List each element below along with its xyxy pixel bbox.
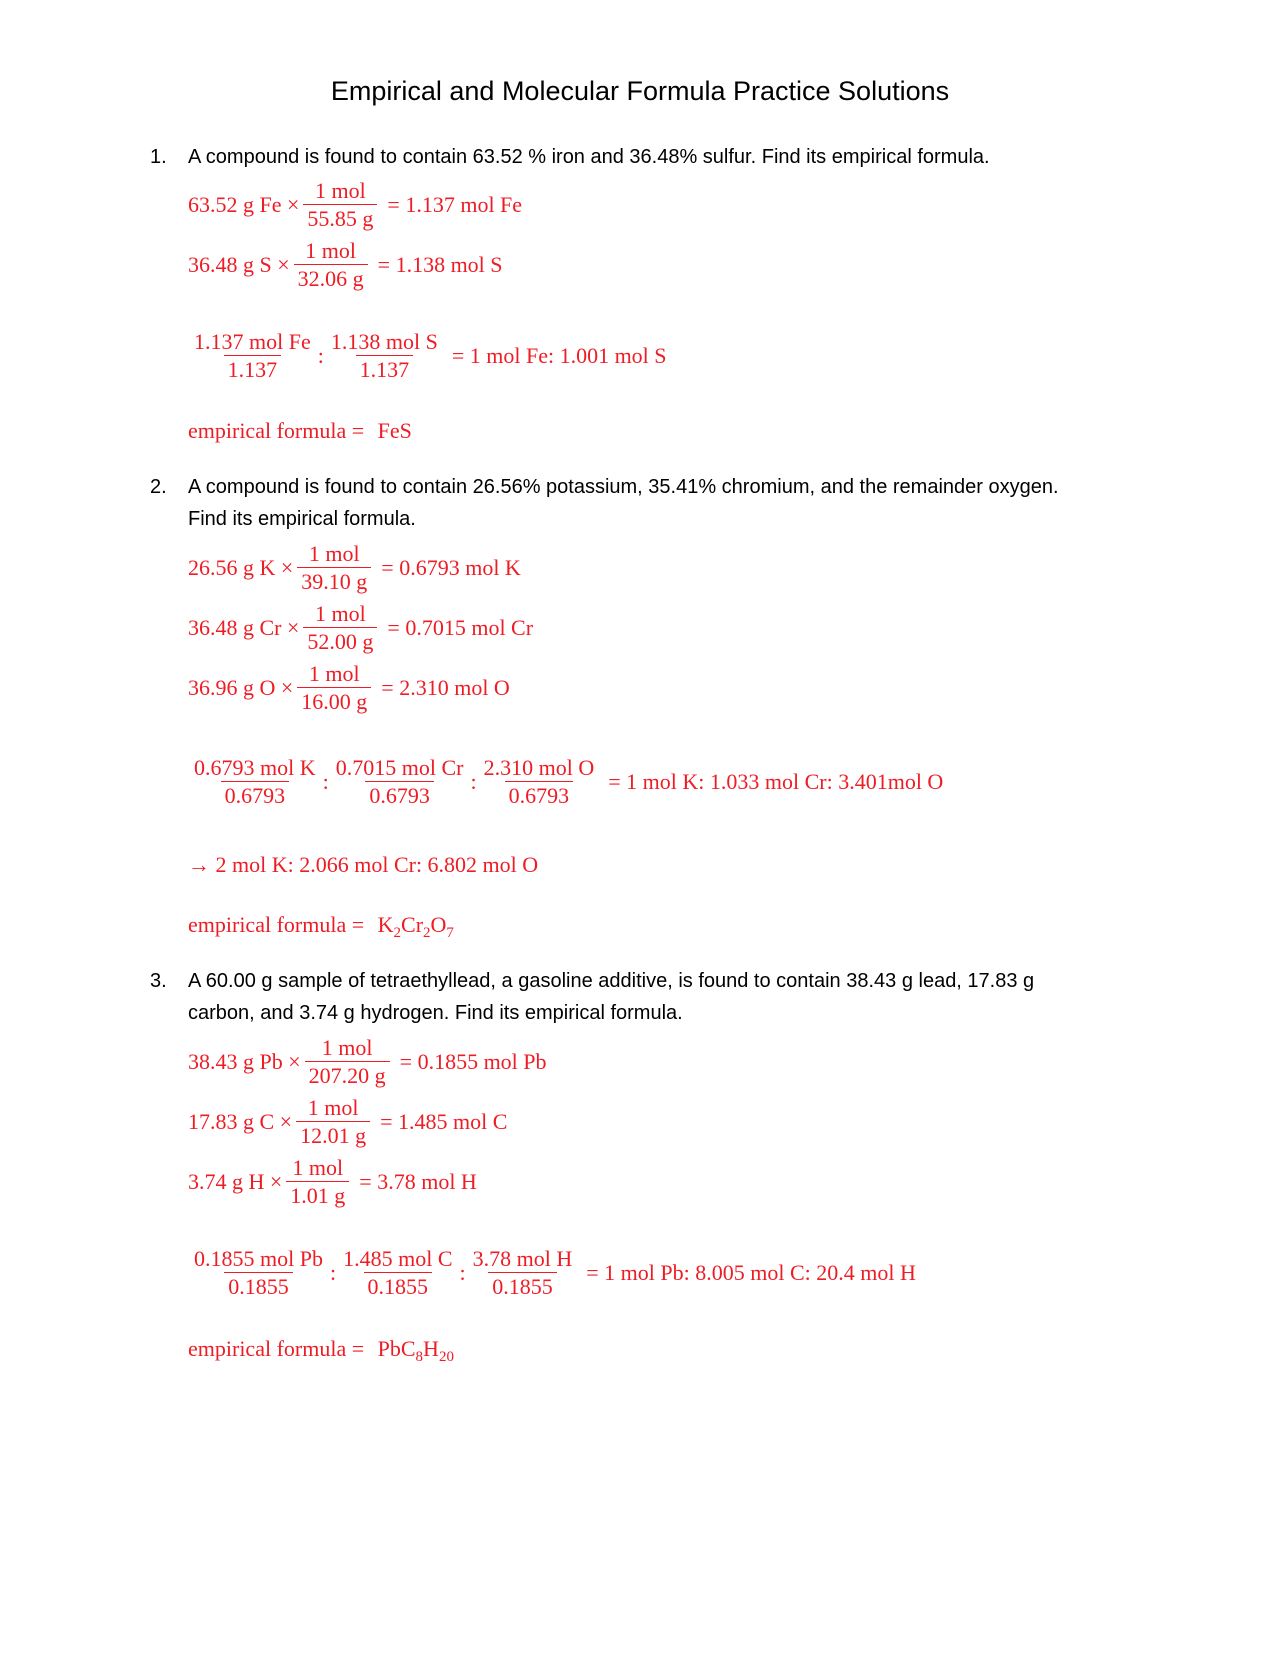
formula-label: empirical formula = <box>188 912 365 937</box>
formula-label: empirical formula = <box>188 418 365 443</box>
problem-2-text-continued: Find its empirical formula. <box>188 508 416 530</box>
fraction-denominator: 0.1855 <box>364 1272 433 1300</box>
formula-element: K <box>377 912 394 937</box>
fraction-numerator: 1 mol <box>292 1155 344 1180</box>
problem-2-mole-ratio <box>188 754 943 809</box>
ratio-fraction <box>188 754 322 809</box>
problem-1-number: 1. <box>150 146 167 168</box>
ratio-fraction <box>337 1245 458 1300</box>
conversion-lhs: 36.48 g Cr × <box>188 614 300 640</box>
fraction-denominator: 207.20 g <box>305 1061 390 1089</box>
fraction-denominator: 0.6793 <box>221 781 290 809</box>
conversion-lhs: 63.52 g Fe × <box>188 191 300 217</box>
problem-3-empirical-formula <box>188 1336 454 1366</box>
fraction-denominator: 16.00 g <box>297 687 371 715</box>
ratio-colon: : <box>322 768 329 794</box>
ratio-fraction <box>330 754 470 809</box>
problem-2-empirical-formula <box>188 912 454 942</box>
problem-1-empirical-formula <box>188 418 412 444</box>
fraction-numerator: 2.310 mol O <box>483 755 595 780</box>
problem-3-text: A 60.00 g sample of tetraethyllead, a gasoline additive, is found to contain 38.43 g lead, 17.83 g <box>188 970 1035 992</box>
ratio-fraction <box>467 1245 579 1300</box>
conversion-result: = 1.137 mol Fe <box>387 191 523 217</box>
conversion-result: = 1.485 mol C <box>380 1108 508 1134</box>
fraction-numerator: 1 mol <box>315 601 366 626</box>
ratio-colon: : <box>329 1259 337 1285</box>
problem-3-conversion-h <box>188 1154 477 1209</box>
formula-value <box>377 912 454 941</box>
conversion-fraction <box>295 660 373 715</box>
conversion-lhs: 36.96 g O × <box>188 674 294 700</box>
fraction-numerator: 1.485 mol C <box>343 1246 453 1271</box>
fraction-numerator: 1 mol <box>321 1035 373 1060</box>
problem-2-conversion-k <box>188 540 521 595</box>
fraction-numerator: 0.1855 mol Pb <box>194 1246 323 1271</box>
conversion-result: = 0.7015 mol Cr <box>387 614 534 640</box>
problem-1-conversion-s <box>188 237 503 292</box>
fraction-numerator: 1.137 mol Fe <box>194 329 311 354</box>
ratio-result: = 1 mol Fe: 1.001 mol S <box>451 342 667 368</box>
fraction-numerator: 1 mol <box>305 238 357 263</box>
ratio-colon: : <box>470 768 477 794</box>
conversion-result: = 0.6793 mol K <box>381 554 521 580</box>
problem-2-number: 2. <box>150 476 167 498</box>
formula-element: H <box>423 1336 439 1361</box>
conversion-lhs: 26.56 g K × <box>188 554 294 580</box>
fraction-denominator: 1.137 <box>356 355 414 383</box>
fraction-numerator: 1 mol <box>308 541 360 566</box>
fraction-numerator: 3.78 mol H <box>472 1246 573 1271</box>
fraction-denominator: 52.00 g <box>303 627 377 655</box>
fraction-numerator: 1 mol <box>307 1095 359 1120</box>
conversion-result: = 2.310 mol O <box>381 674 510 700</box>
fraction-denominator: 32.06 g <box>294 264 368 292</box>
fraction-numerator: 1.138 mol S <box>330 329 438 354</box>
ratio-fraction <box>478 754 601 809</box>
ratio-fraction <box>325 328 444 383</box>
fraction-numerator: 1 mol <box>308 661 360 686</box>
conversion-fraction <box>284 1154 351 1209</box>
conversion-fraction <box>301 177 379 232</box>
fraction-denominator: 0.1855 <box>488 1272 557 1300</box>
conversion-result: = 0.1855 mol Pb <box>399 1048 547 1074</box>
fraction-denominator: 1.137 <box>224 355 282 383</box>
problem-3-text-continued: carbon, and 3.74 g hydrogen. Find its empirical formula. <box>188 1002 683 1024</box>
formula-value <box>377 1336 454 1365</box>
conversion-fraction <box>303 1034 392 1089</box>
formula-subscript: 8 <box>415 1349 424 1365</box>
problem-1-text: A compound is found to contain 63.52 % iron and 36.48% sulfur. Find its empirical formula. <box>188 146 990 168</box>
formula-subscript: 2 <box>393 925 402 941</box>
conversion-lhs: 38.43 g Pb × <box>188 1048 301 1074</box>
fraction-numerator: 1 mol <box>315 178 366 203</box>
fraction-denominator: 0.1855 <box>224 1272 293 1300</box>
formula-subscript: 20 <box>438 1349 454 1365</box>
ratio-fraction <box>188 1245 329 1300</box>
ratio-result: = 1 mol K: 1.033 mol Cr: 3.401mol O <box>608 768 944 794</box>
ratio-colon: : <box>459 1259 466 1285</box>
formula-element: O <box>430 912 447 937</box>
problem-1-mole-ratio <box>188 328 667 383</box>
conversion-fraction <box>295 540 373 595</box>
problem-2-conversion-o <box>188 660 510 715</box>
ratio-colon: : <box>317 342 324 368</box>
conversion-fraction <box>301 600 379 655</box>
problem-2-conversion-cr <box>188 600 533 655</box>
conversion-fraction <box>294 1094 372 1149</box>
formula-subscript: 2 <box>423 925 431 941</box>
problem-2-doubled-ratio: → 2 mol K: 2.066 mol Cr: 6.802 mol O <box>188 852 539 877</box>
conversion-fraction <box>292 237 370 292</box>
fraction-denominator: 39.10 g <box>297 567 371 595</box>
fraction-numerator: 0.7015 mol Cr <box>335 755 464 780</box>
conversion-lhs: 36.48 g S × <box>188 251 290 277</box>
fraction-denominator: 0.6793 <box>505 781 574 809</box>
problem-1-conversion-fe <box>188 177 522 232</box>
formula-label: empirical formula = <box>188 1336 365 1361</box>
conversion-result: = 3.78 mol H <box>359 1168 477 1194</box>
problem-3-number: 3. <box>150 970 167 992</box>
fraction-denominator: 1.01 g <box>286 1181 349 1209</box>
conversion-lhs: 17.83 g C × <box>188 1108 293 1134</box>
formula-element: PbC <box>377 1336 416 1361</box>
fraction-denominator: 55.85 g <box>303 204 377 232</box>
formula-value: FeS <box>377 418 412 443</box>
ratio-result: = 1 mol Pb: 8.005 mol C: 20.4 mol H <box>586 1259 916 1285</box>
conversion-lhs: 3.74 g H × <box>188 1168 283 1194</box>
fraction-denominator: 0.6793 <box>365 781 434 809</box>
page-title: Empirical and Molecular Formula Practice Solutions <box>330 76 950 106</box>
problem-3-mole-ratio <box>188 1245 916 1300</box>
formula-element: Cr <box>401 912 424 937</box>
problem-3-conversion-pb <box>188 1034 547 1089</box>
fraction-denominator: 12.01 g <box>296 1121 370 1149</box>
fraction-numerator: 0.6793 mol K <box>194 755 316 780</box>
problem-2-text: A compound is found to contain 26.56% potassium, 35.41% chromium, and the remainder oxygen. <box>188 476 1059 498</box>
ratio-fraction <box>188 328 317 383</box>
problem-3-conversion-c <box>188 1094 507 1149</box>
conversion-result: = 1.138 mol S <box>377 251 503 277</box>
formula-subscript: 7 <box>446 925 454 941</box>
